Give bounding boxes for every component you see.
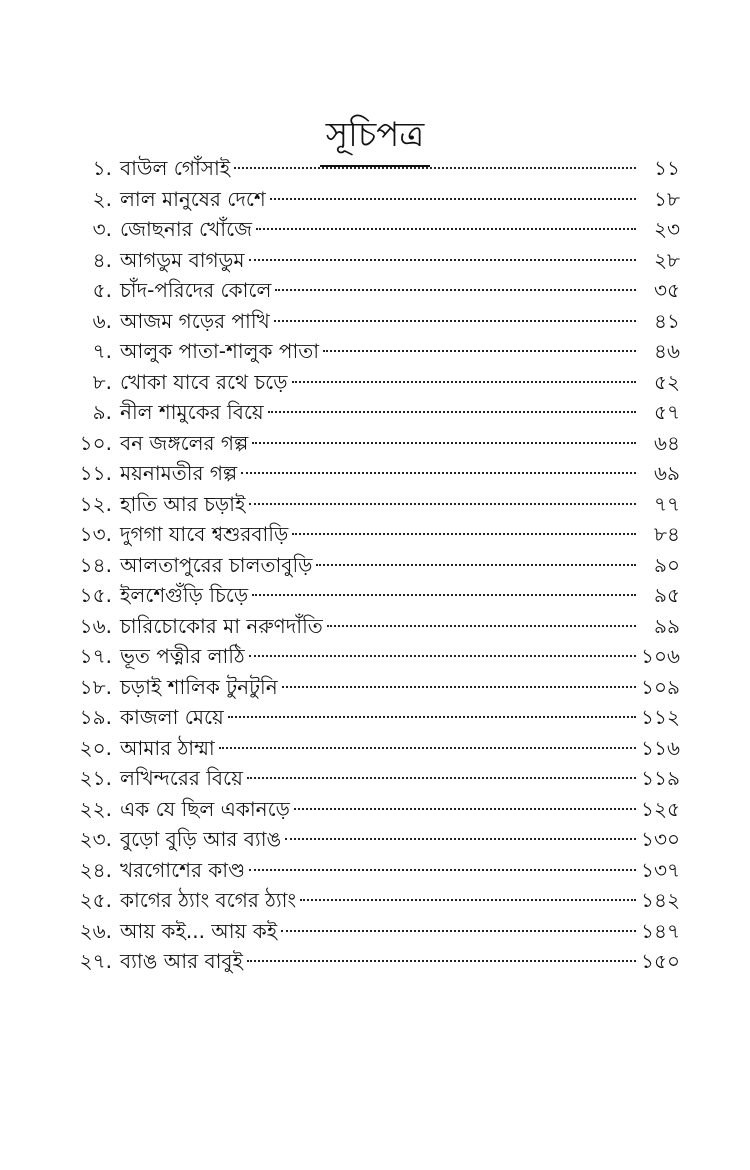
entry-title: খোকা যাবে রথে চড়ে: [120, 369, 288, 394]
toc-entry: [60, 184, 680, 215]
dot-leader: [268, 411, 636, 413]
entry-title: জোছনার খোঁজে: [120, 217, 253, 241]
page-title: সূচিপত্র: [320, 111, 431, 167]
toc-entry: [60, 794, 680, 825]
dot-leader: [219, 747, 636, 749]
entry-page-number: ২৩: [653, 217, 680, 241]
entry-page-number: ১০৬: [641, 644, 680, 668]
entry-page-number: ৬৯: [654, 461, 680, 485]
dot-leader: [300, 899, 636, 901]
dot-leader: [292, 533, 636, 535]
dot-leader: [316, 564, 636, 566]
entry-title: এক যে ছিল একানড়ে: [120, 796, 290, 821]
entry-title: লাল মানুষের দেশে: [120, 186, 266, 211]
toc-entry: [60, 733, 680, 764]
entry-page-number: ২৮: [654, 247, 680, 272]
entry-number: ১৩.: [79, 522, 112, 546]
entry-page-number: ৬৪: [654, 430, 680, 455]
dot-leader: [256, 228, 636, 230]
entry-title: ব্যাঙ আর বাবুই: [120, 949, 243, 973]
entry-page-number: ৪৬: [654, 339, 680, 363]
entry-page-number: ১৪২: [641, 888, 680, 912]
entry-title: ভূত পত্নীর লাঠি: [120, 644, 245, 668]
toc-entry: [60, 550, 680, 581]
entry-number: ২৬.: [79, 918, 112, 943]
entry-number: ৫.: [92, 278, 112, 302]
dot-leader: [252, 442, 636, 444]
toc-entry: [60, 855, 680, 886]
entry-title: চড়াই শালিক টুনটুনি: [120, 674, 278, 699]
entry-title: আলতাপুরের চালতাবুড়ি: [120, 552, 313, 577]
toc-entry: [60, 672, 680, 703]
entry-number: ৪.: [92, 247, 112, 272]
entry-number: ৭.: [92, 339, 112, 363]
entry-number: ২৭.: [79, 949, 112, 973]
toc-entry: [60, 916, 680, 947]
entry-number: ১১.: [79, 461, 112, 485]
entry-title: লখিন্দরের বিয়ে: [120, 766, 243, 790]
toc-entry: [60, 702, 680, 733]
entry-number: ১৮.: [79, 674, 112, 699]
entry-page-number: ৩৫: [654, 278, 680, 302]
entry-title: আগডুম বাগডুম: [120, 247, 245, 272]
entry-page-number: ১৩০: [641, 827, 680, 851]
toc-entry: [60, 458, 680, 489]
entry-page-number: ৯৯: [654, 613, 680, 638]
entry-page-number: ১১৬: [641, 735, 680, 760]
entry-number: ২১.: [79, 766, 112, 790]
toc-entry: [60, 946, 680, 977]
table-of-contents: [60, 153, 680, 977]
entry-number: ১.: [92, 156, 112, 180]
dot-leader: [241, 472, 636, 474]
entry-number: ১৫.: [79, 583, 112, 607]
entry-page-number: ৯৫: [654, 583, 680, 607]
entry-title: আলুক পাতা-শালুক পাতা: [120, 339, 320, 363]
entry-page-number: ১৮: [654, 186, 680, 211]
entry-page-number: ১২৫: [641, 796, 680, 821]
entry-number: ২০.: [79, 735, 112, 760]
entry-page-number: ৪১: [654, 308, 680, 333]
toc-entry: [60, 580, 680, 611]
entry-page-number: ৮৪: [654, 522, 680, 546]
dot-leader: [327, 625, 636, 627]
entry-number: ১০.: [79, 430, 112, 455]
entry-title: বন জঙ্গলের গল্প: [120, 430, 249, 455]
entry-title: ময়নামতীর গল্প: [120, 461, 238, 485]
entry-title: আয় কই... আয় কই: [120, 918, 278, 943]
toc-entry: [60, 885, 680, 916]
entry-number: ২৪.: [79, 857, 112, 882]
dot-leader: [274, 320, 636, 322]
toc-entry: [60, 367, 680, 398]
toc-entry: [60, 763, 680, 794]
dot-leader: [270, 198, 636, 200]
toc-entry: [60, 428, 680, 459]
dot-leader: [247, 960, 636, 962]
dot-leader: [228, 716, 636, 718]
entry-number: ১২.: [79, 491, 112, 516]
entry-page-number: ৫৭: [654, 400, 680, 424]
entry-page-number: ১১: [654, 156, 680, 180]
toc-entry: [60, 214, 680, 245]
entry-title: খরগোশের কাণ্ড: [120, 857, 246, 882]
entry-title: নীল শামুকের বিয়ে: [120, 400, 264, 424]
entry-title: চারিচোকোর মা নরুণদাঁতি: [120, 613, 323, 638]
entry-number: ৩.: [92, 217, 112, 241]
entry-page-number: ১৩৭: [641, 857, 680, 882]
entry-title: দুগগা যাবে শ্বশুরবাড়ি: [120, 522, 289, 546]
dot-leader: [234, 167, 636, 169]
toc-entry: [60, 824, 680, 855]
entry-page-number: ১১২: [641, 705, 680, 729]
toc-entry: [60, 641, 680, 672]
entry-title: বাউল গোঁসাই: [120, 156, 231, 180]
entry-number: ১৯.: [79, 705, 112, 729]
entry-title: হাতি আর চড়াই: [120, 491, 246, 516]
dot-leader: [275, 289, 636, 291]
entry-page-number: ৭৭: [653, 491, 680, 516]
dot-leader: [247, 777, 636, 779]
entry-title: আমার ঠাম্মা: [120, 735, 215, 760]
entry-number: ৬.: [92, 308, 112, 333]
dot-leader: [249, 259, 637, 261]
entry-number: ২২.: [79, 796, 112, 821]
dot-leader: [285, 838, 636, 840]
toc-entry: [60, 306, 680, 337]
entry-title: ইলশেগুঁড়ি চিড়ে: [120, 583, 249, 607]
dot-leader: [252, 594, 636, 596]
entry-page-number: ১৪৭: [641, 918, 680, 943]
entry-number: ১৭.: [79, 644, 112, 668]
toc-entry: [60, 519, 680, 550]
dot-leader: [323, 350, 636, 352]
entry-number: ১৪.: [79, 552, 112, 577]
toc-entry: [60, 245, 680, 276]
toc-entry: [60, 611, 680, 642]
toc-entry: [60, 153, 680, 184]
entry-number: ২৩.: [79, 827, 112, 851]
entry-title: আজম গড়ের পাখি: [120, 308, 270, 333]
entry-title: কাগের ঠ্যাং বগের ঠ্যাং: [120, 888, 297, 912]
entry-number: ২.: [92, 186, 112, 211]
entry-page-number: ৯০: [654, 552, 680, 577]
entry-page-number: ১৫০: [641, 949, 680, 973]
dot-leader: [292, 381, 637, 383]
entry-number: ৮.: [92, 369, 112, 394]
entry-title: চাঁদ-পরিদের কোলে: [120, 278, 272, 302]
dot-leader: [294, 808, 636, 810]
toc-entry: [60, 336, 680, 367]
entry-number: ৯.: [92, 400, 112, 424]
entry-title: বুড়ো বুড়ি আর ব্যাঙ: [120, 827, 282, 851]
dot-leader: [281, 930, 636, 932]
entry-number: ১৬.: [79, 613, 112, 638]
entry-number: ২৫.: [79, 888, 112, 912]
toc-entry: [60, 397, 680, 428]
toc-entry: [60, 275, 680, 306]
dot-leader: [249, 503, 636, 505]
dot-leader: [282, 686, 636, 688]
entry-page-number: ৫২: [654, 369, 680, 394]
entry-title: কাজলা মেয়ে: [120, 705, 224, 729]
entry-page-number: ১১৯: [641, 766, 680, 790]
dot-leader: [249, 869, 636, 871]
entry-page-number: ১০৯: [641, 674, 680, 699]
dot-leader: [249, 655, 636, 657]
toc-entry: [60, 489, 680, 520]
